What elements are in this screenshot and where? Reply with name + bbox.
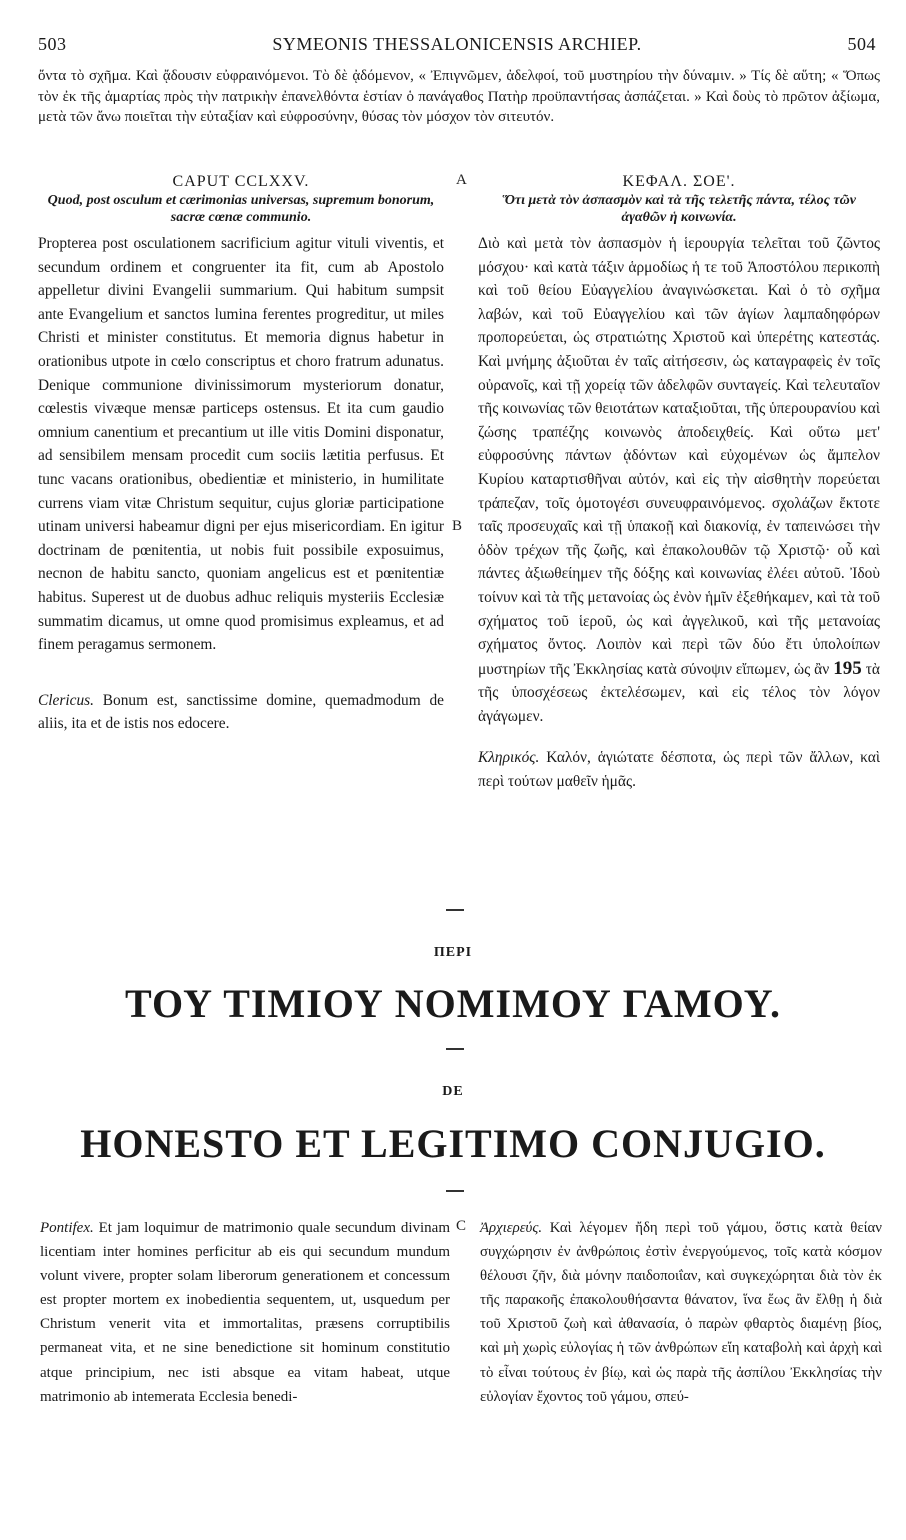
greek-marriage-paragraph [480, 1216, 882, 1409]
greek-body-paragraph [478, 232, 880, 728]
paragraph-text: Καὶ λέγομεν ἤδη περὶ τοῦ γάμου, ὅστις κατὰ θείαν συγχώρησιν ἐν ἀνθρώποις ἐστὶν ἐνεργούμενος, τοῖς κατὰ κόσμον θέλουσι ζῆν, διὰ μόνην παιδοποιΐαν, καὶ συγκεχώρηται διὰ τὸν ἐκ τῆς παρακοῆς ἐπακολουθήσαντα θάνατον, ἵνα ἕως ἂν ἔλθῃ ἡ διὰ τοῦ Χριστοῦ ζωὴ καὶ ἀθανασία, ὁ παρὼν φθαρτὸς διαμένῃ βίος, καὶ μὴ χωρὶς εὐλογίας ἡ τῶν ἀνθρώπων εἴη καταβολὴ καὶ ἀρχὴ καὶ τὸ εἶναι τούτους ἐν βίῳ, καὶ ὡς παρὰ τῆς ἀσπίλου Ἐκκλησίας τὴν εὐλογίαν ἔχοντος τοῦ γάμου, σπεύ- [480, 1220, 882, 1405]
speaker-label: Ἀρχιερεύς. [480, 1220, 543, 1236]
paragraph-gap [478, 728, 880, 746]
chapter-subtitle-latin: Quod, post osculum et cærimonias universas, supremum bonorum, sacræ cœnæ communio. [47, 193, 435, 225]
chapter-subtitle-greek: Ὅτι μετὰ τὸν ἀσπασμὸν καὶ τὰ τῆς τελετῆς πάντα, τέλος τῶν ἀγαθῶν ἡ κοινωνία. [502, 193, 856, 225]
right-column [478, 170, 880, 794]
speaker-label: Clericus. [38, 691, 95, 709]
margin-letter-b: B [452, 518, 463, 534]
latin-body-paragraph: Propterea post osculationem sacrificium agitur vituli viventis, et secundum ordinem et congruenter ita fit, cum ab Apostolo appelletur divini Evangelii summarium. Qui habitum sumpsit ante Evangelium et sanctos lumina ferentes progreditur, ut miles Christi et minister constitutus. Et memoria dignus habetur in orationibus utpote in cœlo conscriptus et choro fratrum adunatus. Denique communione divinissimorum mysteriorum donatur, cœlestis vivæque mensæ particeps ostensus. Et ita cum gaudio omnium canentium et precantium ut ille vitis Domini disponatur, ad sensibilem mensam procedit cum sociis lætitia perfusus. Et tunc vacans orationibus, obedientiæ et ministerio, in humilitate currens viam vitæ Christum sequitur, cujus gloriæ participatione utinam universi habeamur digni per ejus misericordiam. En igitur doctrinam de pœnitentia, ut nobis fuit possibile exposuimus, necnon de habitu sancto, quoniam angelicus est et pœnitentiæ habitus. Superest ut de duobus adhuc reliquis mysteriis Ecclesiæ summatim dicamus, ut omne quod promisimus expleamus, et ad finem peragamus sermonem. [38, 235, 444, 654]
latin-section-title: HONESTO ET LEGITIMO CONJUGIO. [80, 1121, 826, 1166]
ornament-rule [446, 909, 464, 911]
left-column [38, 170, 444, 736]
paragraph-gap [38, 657, 444, 689]
margin-letter-a: A [456, 172, 467, 188]
chapter-heading-greek: ΚΕΦΑΛ. ΣΟΕ'. [622, 173, 736, 190]
margin-letter-c: C [456, 1218, 467, 1234]
speaker-text: Καλόν, ἁγιώτατε δέσποτα, ὡς περὶ τῶν ἄλλων, καὶ περὶ τούτων μαθεῖν ἡμᾶς. [478, 749, 880, 791]
paragraph-text: Et jam loquimur de matrimonio quale secundum divinam licentiam inter homines perficitur ab eis qui secundum mundum volunt vivere, propter solam liberorum generationem et concessum est propter mortem ex inobedientia sequentem, ut, usquedum per Christum venerit vita et immortalitas, præsens corruptibilis permaneat vita, et ne sine benedictione sit hominum constitutio atque principium, nec isti absque ea vitam habeat, utque matrimonio ab intemerata Ecclesia benedi- [40, 1220, 450, 1405]
title-peri: ΠΕΡΙ [433, 945, 473, 960]
top-greek-paragraph: ὄντα τὸ σχῆμα. Καὶ ᾄδουσιν εὐφραινόμενοι. Τὸ δὲ ᾀδόμενον, « Ἐπιγνῶμεν, ἀδελφοί, τοῦ μυστηρίου τὴν δύναμιν. » Τίς δὲ αὕτη; « Ὅπως τὸν ἐκ τῆς ἁμαρτίας πρὸς τὴν πατρικὴν ἐπανελθόντα ἑστίαν ὁ πανάγαθος Πατὴρ προϋπαντήσας ἀσπάζεται. » Καὶ δοὺς τὸ πρῶτον ἀξίωμα, μετὰ τῶν ἄνω ποιεῖται τὴν εὐταξίαν καὶ εὐφροσύνην, θύσας τὸν μόσχον τὸν σιτευτόν. [38, 68, 880, 126]
running-head [38, 34, 876, 58]
greek-dialogue [478, 746, 880, 793]
ornament-rule [446, 1190, 464, 1192]
speaker-text: Bonum est, sanctissime domine, quemadmodum de aliis, ita et de istis nos edocere. [38, 691, 444, 733]
bottom-left-column [40, 1216, 450, 1409]
greek-section-title: ΤΟΥ ΤΙΜΙΟΥ ΝΟΜΙΜΟΥ ΓΑΜΟΥ. [125, 981, 781, 1026]
speaker-label: Pontifex. [40, 1220, 94, 1236]
page-number-left: 503 [38, 34, 67, 54]
running-title: SYMEONIS THESSALONICENSIS ARCHIEP. [272, 34, 642, 54]
page-number-right: 504 [847, 34, 876, 54]
latin-marriage-paragraph [40, 1216, 450, 1409]
title-de: DE [442, 1084, 464, 1099]
greek-body-part2: τὰ τῆς ὑποσχέσεως ἐκτελέσωμεν, καὶ εἰς τέλος τὸν λόγον ἀγάγωμεν. [478, 660, 880, 725]
chapter-heading-latin: CAPUT CCLXXV. [172, 173, 310, 190]
latin-dialogue [38, 689, 444, 736]
bottom-right-column [480, 1216, 882, 1409]
section-number: 195 [833, 657, 862, 679]
speaker-label: Κληρικός. [478, 749, 540, 767]
ornament-rule [446, 1048, 464, 1050]
greek-body-part1: Διὸ καὶ μετὰ τὸν ἀσπασμὸν ἡ ἱερουργία τελεῖται τοῦ ζῶντος μόσχου· καὶ κατὰ τάξιν ἁρμοδίως ἡ τε τοῦ Ἀποστόλου περικοπὴ καὶ τοῦ θείου Εὐαγγελίου ἀναγινώσκεται. Καὶ ὁ τὸ σχῆμα λαβών, καὶ τοῦ Εὐαγγελίου καὶ τῶν ἁγίων λαμπαδηφόρων προπορεύεται, ὡς στρατιώτης Χριστοῦ καὶ ὑπερέτης κατεστάς. Καὶ μνήμης ἀξιοῦται ἐν ταῖς αἰτήσεσιν, ὡς καταγραφεὶς ἐν τοῖς οὐρανοῖς, καὶ τῇ χορείᾳ τῶν ἀδελφῶν συνταγείς. Καὶ τελευταῖον τῆς κοινωνίας τῶν θειοτάτων καταξιοῦται, τῆς ὑπερουρανίου καὶ ζώσης τραπέζης κοινωνὸς ἀποδειχθείς. Καὶ οὕτω μετ' εὐφροσύνης πάντων ᾀδόντων καὶ εὐχομένων ὡς ἄμπελον Κυρίου καταρτισθῆναι αὐτόν, καὶ εἰς τὴν αἰσθητὴν πορεύεται τράπεζαν, τοῖς ὁμοτογέσι συνευφραινόμενος. σχολάζων ἔκτοτε ταῖς προσευχαῖς καὶ τῇ ὑπακοῇ καὶ διακονίᾳ, ἐν ταπεινώσει τὴν ὁδὸν τρέχων τῆς ζωῆς, καὶ ἐπακολουθῶν τῷ Χριστῷ· οὗ καὶ πάντες ἀξιωθείημεν τῆς δόξης καὶ κοινωνίας ἐλέει αὐτοῦ. Ἰδοὺ τοίνυν καὶ τὰ τῆς μετανοίας ὡς ἐνὸν ἡμῖν ἐξεθήκαμεν, καὶ τὰ τοῦ σχήματος τοῦ ἱεροῦ, ὡς καὶ ἀγγελικοῦ, καὶ τῆς μετανοίας σχήματος ὄντος. Λοιπὸν καὶ περὶ τῶν δύο ἔτι ὑπολοίπων μυστηρίων τῆς Ἐκκλησίας κατὰ σύνοψιν εἴπωμεν, ὡς ἂν [478, 235, 880, 678]
